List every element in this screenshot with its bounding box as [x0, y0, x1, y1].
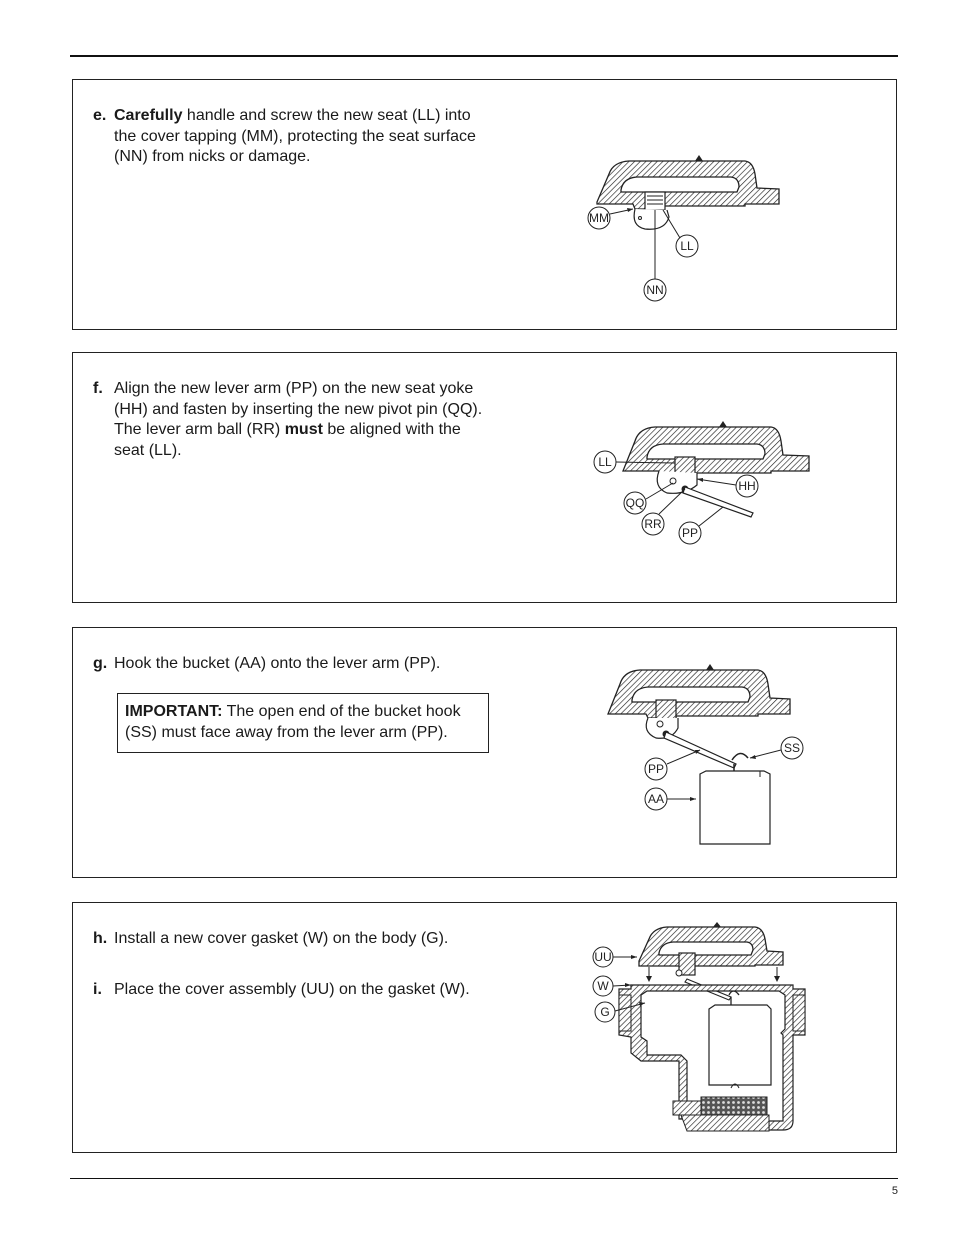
callout-pp	[679, 507, 723, 544]
step-g-panel	[72, 627, 897, 878]
svg-text:UU: UU	[594, 950, 612, 964]
callout-rr	[642, 489, 685, 535]
lever-arm-diagram	[593, 423, 813, 553]
cover-seat-diagram	[585, 154, 785, 304]
svg-text:NN: NN	[646, 283, 664, 297]
step-letter: f.	[93, 380, 103, 397]
svg-text:PP: PP	[681, 526, 699, 540]
step-g-text	[93, 654, 488, 675]
trap-assembly-diagram	[591, 925, 811, 1140]
step-f-panel	[72, 352, 897, 603]
svg-text:LL: LL	[598, 455, 612, 469]
bucket-hook-diagram	[608, 664, 808, 849]
step-f-instruction: Align the new lever arm (PP) on the new seat yoke (HH) and fasten by inserting the new pivot pin (QQ). The lever arm ball (RR)	[114, 380, 483, 438]
svg-text:PP: PP	[647, 762, 665, 776]
important-note	[117, 693, 489, 753]
callout-aa	[645, 788, 696, 810]
bottom-rule	[70, 1178, 898, 1179]
step-hi-text	[93, 929, 488, 1000]
step-f-instruction-end: be aligned with the seat (LL).	[114, 421, 461, 459]
svg-text:RR: RR	[644, 517, 662, 531]
step-f-text	[93, 379, 488, 461]
step-e-panel	[72, 79, 897, 330]
callout-mm	[588, 207, 633, 229]
svg-text:LL: LL	[680, 239, 694, 253]
step-letter: i.	[93, 980, 102, 998]
step-letter: e.	[93, 107, 107, 124]
step-e-text	[93, 106, 488, 168]
step-e-emphasis: Carefully	[114, 107, 183, 124]
callout-uu	[593, 947, 637, 967]
step-letter: g.	[93, 655, 108, 672]
svg-text:G: G	[600, 1005, 610, 1019]
callout-pp	[645, 750, 700, 780]
page-number: 5	[891, 1185, 898, 1197]
svg-text:AA: AA	[647, 792, 665, 806]
step-letter: h.	[93, 930, 108, 947]
important-text: The open end of the bucket hook (SS) must face away from the lever arm (PP).	[125, 703, 461, 741]
svg-text:QQ: QQ	[625, 496, 645, 510]
step-i-instruction: Place the cover assembly (UU) on the gasket (W).	[114, 980, 470, 998]
callout-hh	[697, 475, 758, 497]
step-h-panel	[72, 902, 897, 1153]
step-g-instruction: Hook the bucket (AA) onto the lever arm (PP).	[114, 655, 441, 672]
top-rule	[70, 55, 898, 57]
important-label: IMPORTANT:	[125, 703, 223, 720]
callout-ss	[750, 737, 803, 759]
step-e-instruction: handle and screw the new seat (LL) into the cover tapping (MM), protecting the seat surface (NN) from nicks or damage.	[114, 107, 476, 165]
svg-text:W: W	[597, 979, 609, 993]
callout-qq	[624, 483, 673, 514]
step-f-emphasis: must	[284, 421, 323, 438]
svg-text:SS: SS	[783, 741, 801, 755]
svg-text:MM: MM	[589, 211, 609, 225]
step-h-instruction: Install a new cover gasket (W) on the body (G).	[114, 930, 449, 947]
svg-text:HH: HH	[738, 479, 756, 493]
